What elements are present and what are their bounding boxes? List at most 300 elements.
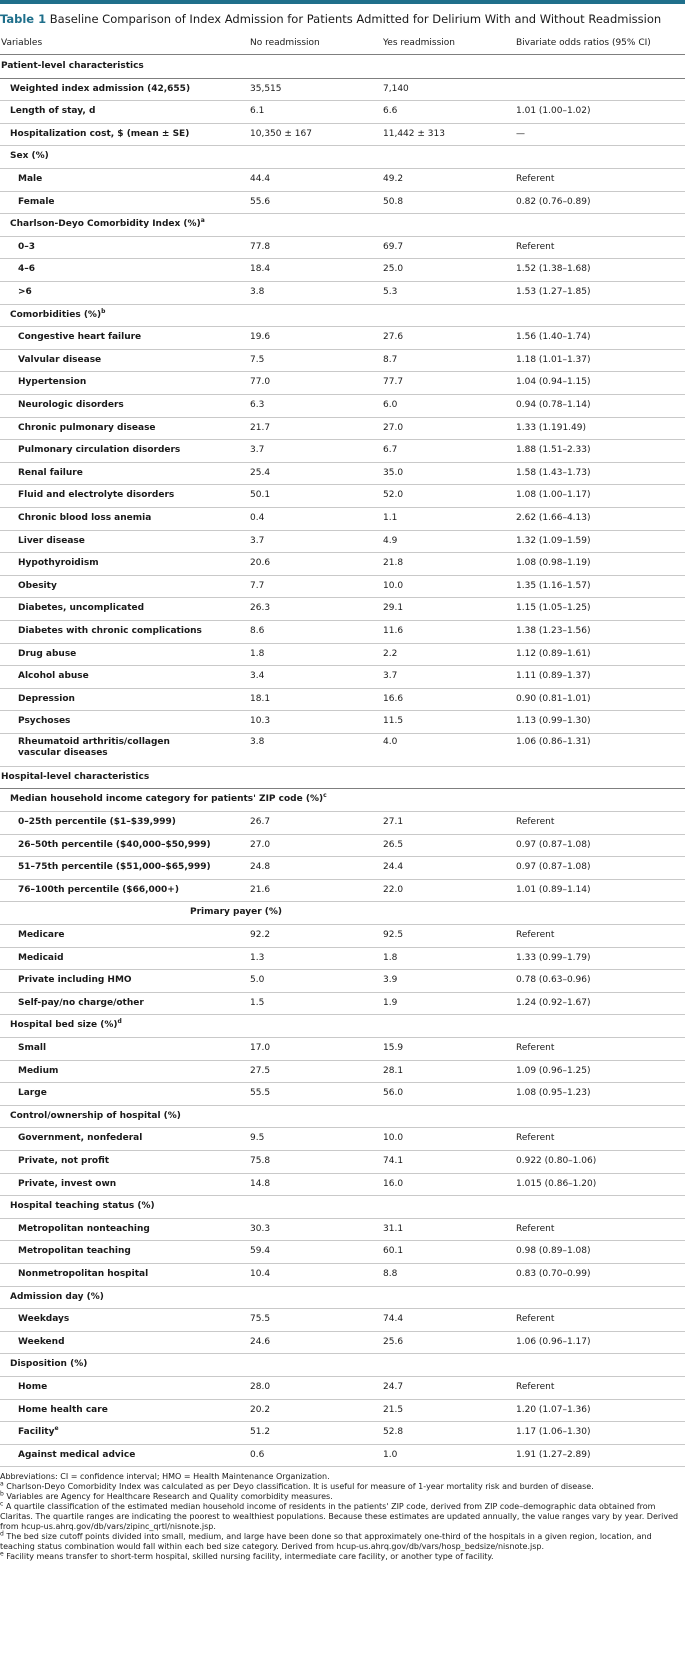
table-row: [0, 1308, 685, 1332]
odds-ratio-value: 0.97 (0.87–1.08): [516, 862, 591, 873]
yes-readmission-value: 8.7: [383, 354, 398, 365]
row-label-text: Control/ownership of hospital (%): [10, 1110, 181, 1121]
table-row: [0, 947, 685, 971]
yes-readmission-value: 7,140: [383, 83, 409, 94]
yes-readmission-value: 6.7: [383, 445, 398, 456]
odds-ratio-value: Referent: [516, 1381, 555, 1392]
row-label-text: 76–100th percentile ($66,000+): [18, 884, 179, 895]
odds-ratio-value: 1.20 (1.07–1.36): [516, 1404, 591, 1415]
table-header: [0, 32, 685, 55]
row-label-text: 26–50th percentile ($40,000–$50,999): [18, 839, 211, 850]
row-label: [18, 1314, 69, 1325]
row-label: [10, 794, 327, 805]
no-readmission-value: 17.0: [250, 1042, 271, 1053]
row-label-text: Private including HMO: [18, 975, 132, 986]
no-readmission-value: 30.3: [250, 1223, 271, 1234]
table-row: [0, 733, 685, 767]
row-label-text: Admission day (%): [10, 1291, 104, 1302]
yes-readmission-value: 4.9: [383, 535, 398, 546]
row-label: [18, 1427, 59, 1438]
table-label: Table 1: [0, 12, 47, 26]
no-readmission-value: 3.7: [250, 535, 265, 546]
row-label-text: Hospital teaching status (%): [10, 1201, 155, 1212]
table-row: [0, 811, 685, 835]
footnote: [0, 1552, 685, 1562]
odds-ratio-value: 1.38 (1.23–1.56): [516, 626, 591, 636]
row-label-text: Weekdays: [18, 1314, 70, 1325]
odds-ratio-value: 1.53 (1.27–1.85): [516, 287, 591, 297]
odds-ratio-value: Referent: [516, 241, 555, 252]
table-row: [0, 1286, 685, 1310]
no-readmission-value: 21.7: [250, 422, 271, 433]
odds-ratio-value: 0.98 (0.89–1.08): [516, 1246, 591, 1257]
odds-ratio-value: 1.88 (1.51–2.33): [516, 445, 591, 456]
row-label: [18, 975, 132, 986]
row-label: [18, 817, 176, 828]
table-row: [0, 213, 685, 237]
row-label: [18, 694, 75, 705]
odds-ratio-value: 1.01 (0.89–1.14): [516, 884, 591, 895]
table-row: [0, 1376, 685, 1400]
row-label: [18, 174, 42, 185]
row-label-text: Primary payer (%): [190, 907, 283, 918]
no-readmission-value: 6.3: [250, 400, 265, 410]
yes-readmission-value: 60.1: [383, 1246, 404, 1257]
odds-ratio-value: 0.97 (0.87–1.08): [516, 839, 591, 850]
row-label: [18, 242, 35, 253]
row-label-text: 0–3: [18, 241, 36, 252]
row-label-text: Patient-level characteristics: [1, 61, 144, 71]
no-readmission-value: 5.0: [250, 975, 265, 986]
row-label: [18, 332, 141, 343]
table-row: [0, 439, 685, 463]
no-readmission-value: 0.4: [250, 513, 265, 523]
table-row: [0, 665, 685, 689]
row-label: [18, 1133, 142, 1144]
yes-readmission-value: 77.7: [383, 377, 404, 388]
table-row: [0, 145, 685, 169]
row-label-text: Medicare: [18, 929, 65, 940]
row-label: [18, 671, 89, 682]
table-row: [0, 552, 685, 576]
table-title: Baseline Comparison of Index Admission for Patients Admitted for Delirium With and Without Readmission: [49, 12, 662, 26]
odds-ratio-value: 1.33 (1.191.49): [516, 422, 587, 433]
odds-ratio-value: Referent: [516, 1042, 555, 1053]
table-row: [0, 788, 685, 812]
row-label: [18, 490, 174, 501]
table-row: [0, 326, 685, 350]
table-row: [0, 168, 685, 192]
row-label-text: Medium: [18, 1065, 59, 1076]
row-label-text: Weighted index admission (42,655): [10, 83, 191, 94]
yes-readmission-value: 15.9: [383, 1042, 404, 1053]
odds-ratio-value: 1.04 (0.94–1.15): [516, 377, 591, 388]
yes-readmission-value: 11.5: [383, 716, 404, 727]
row-label: [18, 377, 86, 388]
row-label-text: Pulmonary circulation disorders: [18, 445, 181, 456]
yes-readmission-value: 52.0: [383, 490, 404, 501]
footnote-mark: d: [117, 1018, 122, 1026]
no-readmission-value: 92.2: [250, 929, 271, 940]
row-label-text: Facility: [18, 1427, 55, 1438]
yes-readmission-value: 6.6: [383, 106, 398, 117]
yes-readmission-value: 52.8: [383, 1427, 404, 1438]
table-row: [0, 1195, 685, 1219]
table-row: [0, 394, 685, 418]
row-label-text: Chronic pulmonary disease: [18, 422, 156, 433]
yes-readmission-value: 4.0: [383, 737, 398, 747]
row-label: [10, 1020, 122, 1031]
row-label: [10, 1292, 104, 1303]
row-label: [18, 1337, 65, 1348]
no-readmission-value: 59.4: [250, 1246, 271, 1257]
row-label: [10, 1111, 181, 1122]
odds-ratio-value: Referent: [516, 816, 555, 827]
row-label: [18, 558, 99, 569]
footnote-text: Facility means transfer to short-term hospital, skilled nursing facility, intermediate care facility, or another type of facility.: [6, 1552, 494, 1562]
row-label: [18, 197, 55, 208]
no-readmission-value: 75.8: [250, 1155, 271, 1166]
footnote: [0, 1472, 685, 1482]
row-label: [18, 445, 180, 456]
yes-readmission-value: 69.7: [383, 241, 404, 252]
yes-readmission-value: 50.8: [383, 196, 404, 207]
no-readmission-value: 3.8: [250, 287, 265, 297]
no-readmission-value: 18.4: [250, 264, 271, 275]
footnotes: [0, 1472, 685, 1562]
yes-readmission-value: 24.4: [383, 862, 404, 873]
table-row: [0, 620, 685, 644]
no-readmission-value: 55.5: [250, 1088, 271, 1099]
odds-ratio-value: 1.08 (0.95–1.23): [516, 1088, 591, 1099]
yes-readmission-value: 1.0: [383, 1449, 398, 1460]
footnote-mark: d: [0, 1530, 4, 1538]
odds-ratio-value: 1.91 (1.27–2.89): [516, 1449, 591, 1460]
row-label: [18, 536, 85, 547]
row-label: [18, 1156, 109, 1167]
yes-readmission-value: 5.3: [383, 287, 398, 297]
table-row: [0, 710, 685, 734]
footnote-mark: e: [54, 1425, 59, 1433]
yes-readmission-value: 3.9: [383, 975, 398, 986]
yes-readmission-value: 11.6: [383, 626, 404, 636]
table-row: [0, 766, 685, 790]
table-caption: [0, 11, 685, 27]
yes-readmission-value: 8.8: [383, 1268, 398, 1279]
table-row: [0, 1082, 685, 1106]
table-row: [0, 371, 685, 395]
row-label: [18, 355, 101, 366]
odds-ratio-value: 0.78 (0.63–0.96): [516, 975, 591, 986]
row-label-text: Nonmetropolitan hospital: [18, 1268, 149, 1279]
odds-ratio-value: 1.12 (0.89–1.61): [516, 648, 591, 659]
row-label-text: Charlson-Deyo Comorbidity Index (%): [10, 219, 201, 230]
footnote-text: A quartile classification of the estimated median household income of residents in the patients' ZIP code, derived from ZIP code–demographic data obtained from Claritas. The quartile ranges are indicating the poorest to wealthiest populations. Because these estimates are updated annually, the value ranges vary by year. Derived from hcup-us.ahrq.gov/db/vars/zipinc_qrtl/nisnote.jsp.: [0, 1502, 679, 1532]
table-row: [0, 100, 685, 124]
no-readmission-value: 27.0: [250, 839, 271, 850]
row-label: [1, 61, 144, 72]
yes-readmission-value: 27.6: [383, 332, 404, 343]
yes-readmission-value: 56.0: [383, 1088, 404, 1099]
table-row: [0, 417, 685, 441]
row-label: [10, 106, 95, 117]
yes-readmission-value: 10.0: [383, 1133, 404, 1144]
header-no-readmission: No readmission: [250, 38, 320, 48]
yes-readmission-value: 11,442 ± 313: [383, 128, 445, 139]
header-yes-readmission: Yes readmission: [383, 38, 456, 48]
odds-ratio-value: 1.11 (0.89–1.37): [516, 671, 591, 682]
row-label-text: Large: [18, 1088, 47, 1099]
yes-readmission-value: 25.0: [383, 264, 404, 275]
table-row: [0, 856, 685, 880]
row-label: [18, 603, 144, 614]
row-label: [18, 1088, 47, 1099]
no-readmission-value: 10.4: [250, 1268, 271, 1279]
table-row: [0, 1421, 685, 1445]
footnote-mark: b: [0, 1490, 4, 1498]
table-row: [0, 834, 685, 858]
row-label-text: 4–6: [18, 264, 36, 275]
odds-ratio-value: 0.94 (0.78–1.14): [516, 400, 591, 410]
table-row: [0, 258, 685, 282]
header-odds-ratios: Bivariate odds ratios (95% CI): [516, 38, 651, 48]
odds-ratio-value: 0.922 (0.80–1.06): [516, 1155, 597, 1166]
row-label-text: Diabetes with chronic complications: [18, 626, 202, 636]
table-row: [0, 1444, 685, 1468]
row-label-text: Self-pay/no charge/other: [18, 997, 144, 1008]
no-readmission-value: 3.8: [250, 737, 265, 747]
no-readmission-value: 55.6: [250, 196, 271, 207]
footnote-text: The bed size cutoff points divided into small, medium, and large have been done so that approximately one-third of the hospitals in a given region, location, and teaching status combination would fall within each bed size category. Derived from hcup-us.ahrq.gov/db/vars/hosp_bedsize/nisnote.jsp.: [0, 1532, 652, 1552]
row-label: [18, 1179, 116, 1190]
yes-readmission-value: 25.6: [383, 1336, 404, 1347]
no-readmission-value: 8.6: [250, 626, 265, 636]
odds-ratio-value: 1.015 (0.86–1.20): [516, 1178, 597, 1189]
row-label-text: 0–25th percentile ($1–$39,999): [18, 816, 176, 827]
row-label-text: Metropolitan nonteaching: [18, 1223, 150, 1234]
row-label: [18, 840, 211, 851]
table-row: [0, 304, 685, 328]
no-readmission-value: 10.3: [250, 716, 271, 727]
footnote: [0, 1482, 685, 1492]
table-row: [0, 191, 685, 215]
table-row: [0, 123, 685, 147]
no-readmission-value: 9.5: [250, 1133, 265, 1144]
no-readmission-value: 3.7: [250, 445, 265, 456]
footnote: [0, 1502, 685, 1532]
no-readmission-value: 14.8: [250, 1178, 271, 1189]
table-row: [0, 1014, 685, 1038]
table-row: [0, 1399, 685, 1423]
table-row: [0, 78, 685, 102]
table-row: [0, 507, 685, 531]
row-label: [18, 1246, 131, 1257]
footnote-mark: b: [101, 307, 106, 315]
row-label-text: Hospital bed size (%): [10, 1020, 118, 1031]
yes-readmission-value: 27.0: [383, 422, 404, 433]
row-label: [18, 1450, 135, 1461]
table-row: [0, 236, 685, 260]
row-label-text: Small: [18, 1042, 47, 1053]
table-row: [0, 1105, 685, 1129]
table-row: [0, 688, 685, 712]
no-readmission-value: 25.4: [250, 467, 271, 478]
odds-ratio-value: 1.33 (0.99–1.79): [516, 952, 591, 963]
row-label: [18, 400, 124, 411]
odds-ratio-value: 1.35 (1.16–1.57): [516, 580, 591, 591]
no-readmission-value: 24.6: [250, 1336, 271, 1347]
no-readmission-value: 1.5: [250, 997, 265, 1008]
no-readmission-value: 1.3: [250, 952, 265, 963]
odds-ratio-value: Referent: [516, 1314, 555, 1325]
yes-readmission-value: 28.1: [383, 1065, 404, 1076]
no-readmission-value: 75.5: [250, 1314, 271, 1325]
row-label: [10, 84, 190, 95]
yes-readmission-value: 1.8: [383, 952, 398, 963]
no-readmission-value: 35,515: [250, 83, 282, 94]
row-label-text: Diabetes, uncomplicated: [18, 603, 145, 614]
row-label: [18, 649, 76, 660]
row-label-text: Against medical advice: [18, 1449, 136, 1460]
yes-readmission-value: 6.0: [383, 400, 398, 410]
row-label-text: Weekend: [18, 1336, 65, 1347]
odds-ratio-value: 0.90 (0.81–1.01): [516, 693, 591, 704]
row-label: [18, 1224, 150, 1235]
row-label-text: Male: [18, 174, 43, 184]
table-row: [0, 901, 685, 925]
row-label-text: Congestive heart failure: [18, 332, 142, 343]
odds-ratio-value: Referent: [516, 1133, 555, 1144]
row-label-text: Government, nonfederal: [18, 1133, 143, 1144]
no-readmission-value: 27.5: [250, 1065, 271, 1076]
row-label: [1, 772, 149, 783]
yes-readmission-value: 22.0: [383, 884, 404, 895]
odds-ratio-value: 1.09 (0.96–1.25): [516, 1065, 591, 1076]
no-readmission-value: 26.7: [250, 816, 271, 827]
table-row: [0, 1218, 685, 1242]
odds-ratio-value: Referent: [516, 174, 555, 184]
yes-readmission-value: 16.6: [383, 693, 404, 704]
yes-readmission-value: 21.8: [383, 558, 404, 569]
row-label-text: Hospital-level characteristics: [1, 771, 150, 782]
row-label: [10, 1359, 87, 1370]
no-readmission-value: 10,350 ± 167: [250, 128, 312, 139]
row-label-text: Comorbidities (%): [10, 309, 102, 320]
no-readmission-value: 51.2: [250, 1427, 271, 1438]
row-label: [18, 1066, 58, 1077]
row-label: [10, 307, 106, 321]
footnote: [0, 1532, 685, 1552]
row-label-text: Home health care: [18, 1404, 108, 1415]
yes-readmission-value: 26.5: [383, 839, 404, 850]
odds-ratio-value: 0.83 (0.70–0.99): [516, 1268, 591, 1279]
odds-ratio-value: 1.32 (1.09–1.59): [516, 535, 591, 546]
row-label-text: Liver disease: [18, 535, 85, 546]
yes-readmission-value: 10.0: [383, 580, 404, 591]
footnote-mark: e: [0, 1550, 4, 1558]
odds-ratio-value: 1.15 (1.05–1.25): [516, 603, 591, 614]
no-readmission-value: 28.0: [250, 1381, 271, 1392]
table-row: [0, 575, 685, 599]
row-label-text: Metropolitan teaching: [18, 1246, 131, 1257]
no-readmission-value: 1.8: [250, 648, 265, 659]
table-row: [0, 55, 685, 79]
row-label: [10, 151, 49, 162]
footnote-text: Charlson-Deyo Comorbidity Index was calculated as per Deyo classification. It is useful for measure of 1-year mortality risk and burden of disease.: [6, 1482, 594, 1492]
row-label: [18, 953, 64, 964]
odds-ratio-value: 1.17 (1.06–1.30): [516, 1427, 591, 1438]
row-label-text: Median household income category for patients' ZIP code (%): [10, 794, 324, 805]
no-readmission-value: 50.1: [250, 490, 271, 501]
yes-readmission-value: 92.5: [383, 929, 404, 940]
row-label-text: Valvular disease: [18, 354, 102, 365]
row-label-text: Hypertension: [18, 377, 87, 388]
odds-ratio-value: 1.56 (1.40–1.74): [516, 332, 591, 343]
yes-readmission-value: 27.1: [383, 816, 404, 827]
table-row: [0, 484, 685, 508]
row-label: [18, 1405, 108, 1416]
no-readmission-value: 44.4: [250, 174, 271, 184]
row-label-text: Depression: [18, 693, 75, 704]
odds-ratio-value: 2.62 (1.66–4.13): [516, 513, 591, 523]
no-readmission-value: 24.8: [250, 862, 271, 873]
odds-ratio-value: 1.08 (0.98–1.19): [516, 558, 591, 569]
no-readmission-value: 21.6: [250, 884, 271, 895]
footnote-mark: c: [0, 1500, 4, 1508]
odds-ratio-value: 1.06 (0.86–1.31): [516, 737, 591, 747]
odds-ratio-value: 1.24 (0.92–1.67): [516, 997, 591, 1008]
row-label: [190, 907, 282, 918]
row-label: [18, 1382, 47, 1393]
row-label: [18, 998, 144, 1009]
yes-readmission-value: 1.9: [383, 997, 398, 1008]
row-label: [18, 716, 70, 727]
row-label: [10, 219, 205, 230]
table-row: [0, 1331, 685, 1355]
row-label: [18, 581, 57, 592]
row-label: [18, 513, 151, 524]
row-label-text: Obesity: [18, 580, 57, 591]
footnote-text: Abbreviations: CI = confidence interval; HMO = Health Maintenance Organization.: [0, 1472, 330, 1482]
row-label: [18, 423, 156, 434]
footnote-text: Variables are Agency for Healthcare Research and Quality comorbidity measures.: [6, 1492, 333, 1502]
no-readmission-value: 3.4: [250, 671, 265, 682]
table-row: [0, 1353, 685, 1377]
odds-ratio-value: 1.13 (0.99–1.30): [516, 716, 591, 727]
table-row: [0, 1173, 685, 1197]
table-row: [0, 530, 685, 554]
footnote-mark: c: [323, 792, 327, 800]
table-row: [0, 1150, 685, 1174]
no-readmission-value: 18.1: [250, 693, 271, 704]
no-readmission-value: 19.6: [250, 332, 271, 343]
table-row: [0, 969, 685, 993]
row-label-text: Private, invest own: [18, 1178, 117, 1189]
no-readmission-value: 77.8: [250, 241, 271, 252]
row-label-text: Sex (%): [10, 151, 49, 162]
row-label-text: >6: [18, 287, 32, 297]
table-row: [0, 281, 685, 305]
row-label-text: Length of stay, d: [10, 106, 96, 117]
row-label: [18, 737, 188, 759]
no-readmission-value: 77.0: [250, 377, 271, 388]
table-row: [0, 924, 685, 948]
row-label-text: Rheumatoid arthritis/collagen vascular diseases: [18, 737, 170, 758]
odds-ratio-value: 1.08 (1.00–1.17): [516, 490, 591, 501]
yes-readmission-value: 1.1: [383, 513, 398, 523]
row-label-text: Private, not profit: [18, 1155, 110, 1166]
yes-readmission-value: 74.1: [383, 1155, 404, 1166]
